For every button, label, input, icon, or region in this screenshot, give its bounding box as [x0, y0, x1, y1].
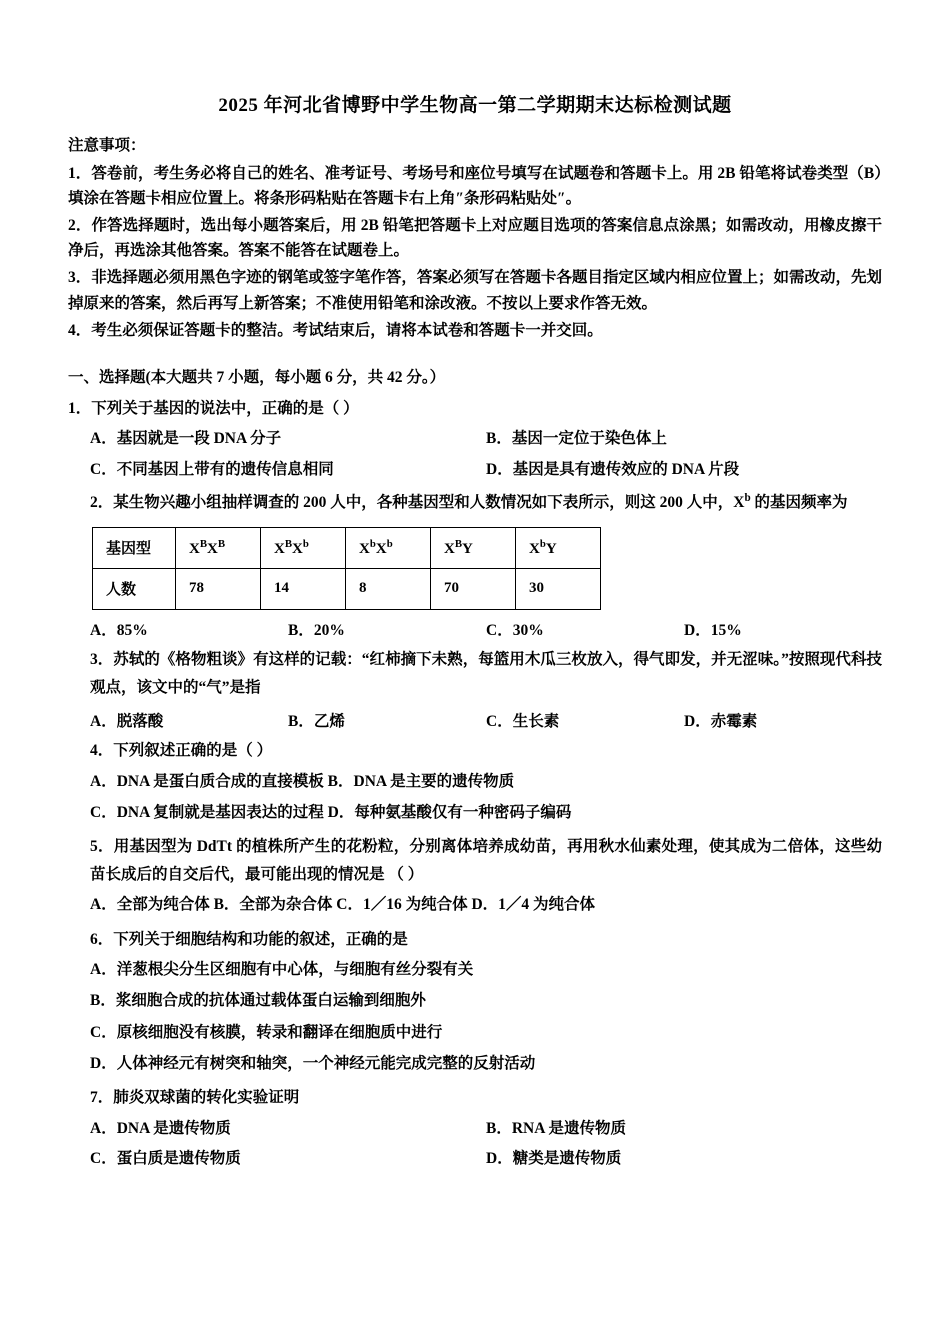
option-a[interactable]: A．85%: [90, 621, 148, 639]
question-stem-4: 4．下列叙述正确的是（ ）: [90, 742, 273, 760]
question-options-3: [68, 709, 882, 731]
option-c[interactable]: C．生长素: [486, 713, 560, 731]
option-b[interactable]: B．基因一定位于染色体上: [486, 430, 667, 448]
option-c[interactable]: C．蛋白质是遗传物质: [90, 1149, 241, 1167]
option-b[interactable]: B．乙烯: [288, 713, 345, 731]
question-options-4b[interactable]: C．DNA 复制就是基因表达的过程 D．每种氨基酸仅有一种密码子编码: [90, 803, 572, 821]
question-options-7: [68, 1114, 882, 1143]
table-row-label: 人数: [93, 568, 176, 609]
option-b[interactable]: B．20%: [288, 621, 345, 639]
table-cell-genotype-0: $X^BX^B$: [176, 527, 261, 568]
table-cell-count-1: 14: [261, 568, 346, 609]
notice-item: 1．答卷前，考生务必将自己的姓名、准考证号、考场号和座位号填写在试题卷和答题卡上。用 2B 铅笔将试卷类型（B）填涂在答题卡相应位置上。将条形码粘贴在答题卡右上角″条形码粘贴处″。: [68, 165, 882, 208]
question-stem-2: 2．某生物兴趣小组抽样调查的 200 人中，各种基因型和人数情况如下表所示，则这 200 人中，$X^b$ 的基因频率为: [90, 492, 848, 512]
table-cell-genotype-1: $X^BX^b$: [261, 527, 346, 568]
question-stem-6: 6．下列关于细胞结构和功能的叙述，正确的是: [90, 930, 408, 948]
option-b[interactable]: B．浆细胞合成的抗体通过载体蛋白运输到细胞外: [90, 992, 426, 1010]
option-b[interactable]: B．RNA 是遗传物质: [486, 1119, 626, 1137]
notice-item: 3．非选择题必须用黑色字迹的钢笔或签字笔作答，答案必须写在答题卡各题目指定区域内相应位置上；如需改动，先划掉原来的答案，然后再写上新答案；不准使用铅笔和涂改液。不按以上要求作答无效。: [68, 269, 882, 312]
question-stem-5: 5．用基因型为 DdTt 的植株所产生的花粉粒，分别离体培养成幼苗，再用秋水仙素处理，使其成为二倍体，这些幼苗长成后的自交后代，最可能出现的情况是 （ ）: [90, 838, 882, 883]
notice-item: 2．作答选择题时，选出每小题答案后，用 2B 铅笔把答题卡上对应题目选项的答案信息点涂黑；如需改动，用橡皮擦干净后，再选涂其他答案。答案不能答在试题卷上。: [68, 217, 882, 260]
question-options-7b: [68, 1144, 882, 1173]
table-row-genotype: [93, 527, 601, 568]
table-row-label: 基因型: [93, 527, 176, 568]
question-options-5[interactable]: A．全部为纯合体 B．全部为杂合体 C．1／16 为纯合体 D．1／4 为纯合体: [90, 896, 596, 914]
genotype-table: [92, 527, 601, 610]
option-d[interactable]: D．糖类是遗传物质: [486, 1149, 622, 1167]
table-cell-genotype-3: $X^BY$: [431, 527, 516, 568]
table-cell-count-2: 8: [346, 568, 431, 609]
notice-heading: 注意事项：: [68, 137, 146, 154]
table-row-count: [93, 568, 601, 609]
question-options-4a[interactable]: A．DNA 是蛋白质合成的直接模板 B．DNA 是主要的遗传物质: [90, 772, 515, 790]
question-stem-1: 1．下列关于基因的说法中，正确的是（ ）: [68, 399, 359, 417]
section-heading: 一、选择题(本大题共 7 小题，每小题 6 分，共 42 分。）: [68, 368, 446, 386]
option-d[interactable]: D．基因是具有遗传效应的 DNA 片段: [486, 460, 740, 478]
option-d[interactable]: D．人体神经元有树突和轴突，一个神经元能完成完整的反射活动: [90, 1054, 536, 1072]
question-options-2: [68, 618, 882, 640]
table-cell-genotype-4: $X^bY$: [516, 527, 601, 568]
option-d[interactable]: D．赤霉素: [684, 713, 758, 731]
table-cell-count-0: 78: [176, 568, 261, 609]
question-stem-3: 3．苏轼的《格物粗谈》有这样的记载：“红柿摘下未熟，每篮用木瓜三枚放入，得气即发，并无涩味。”按照现代科技观点，该文中的“气”是指: [90, 650, 882, 696]
option-c[interactable]: C．30%: [486, 621, 544, 639]
question-stem-7: 7．肺炎双球菌的转化实验证明: [90, 1088, 300, 1106]
option-a[interactable]: A．脱落酸: [90, 713, 164, 731]
option-a[interactable]: A．DNA 是遗传物质: [90, 1119, 231, 1137]
option-d[interactable]: D．15%: [684, 621, 742, 639]
option-c[interactable]: C．原核细胞没有核膜，转录和翻译在细胞质中进行: [90, 1023, 443, 1041]
option-a[interactable]: A．洋葱根尖分生区细胞有中心体，与细胞有丝分裂有关: [90, 961, 474, 979]
option-a[interactable]: A．基因就是一段 DNA 分子: [90, 430, 282, 448]
question-options-1: [68, 424, 882, 453]
option-c[interactable]: C．不同基因上带有的遗传信息相同: [90, 460, 334, 478]
page-title: 2025 年河北省博野中学生物高一第二学期期末达标检测试题: [218, 95, 732, 116]
table-cell-count-4: 30: [516, 568, 601, 609]
notice-item: 4．考生必须保证答题卡的整洁。考试结束后，请将本试卷和答题卡一并交回。: [68, 321, 603, 339]
table-cell-genotype-2: $X^bX^b$: [346, 527, 431, 568]
table-cell-count-3: 70: [431, 568, 516, 609]
question-options-1b: [68, 455, 882, 484]
